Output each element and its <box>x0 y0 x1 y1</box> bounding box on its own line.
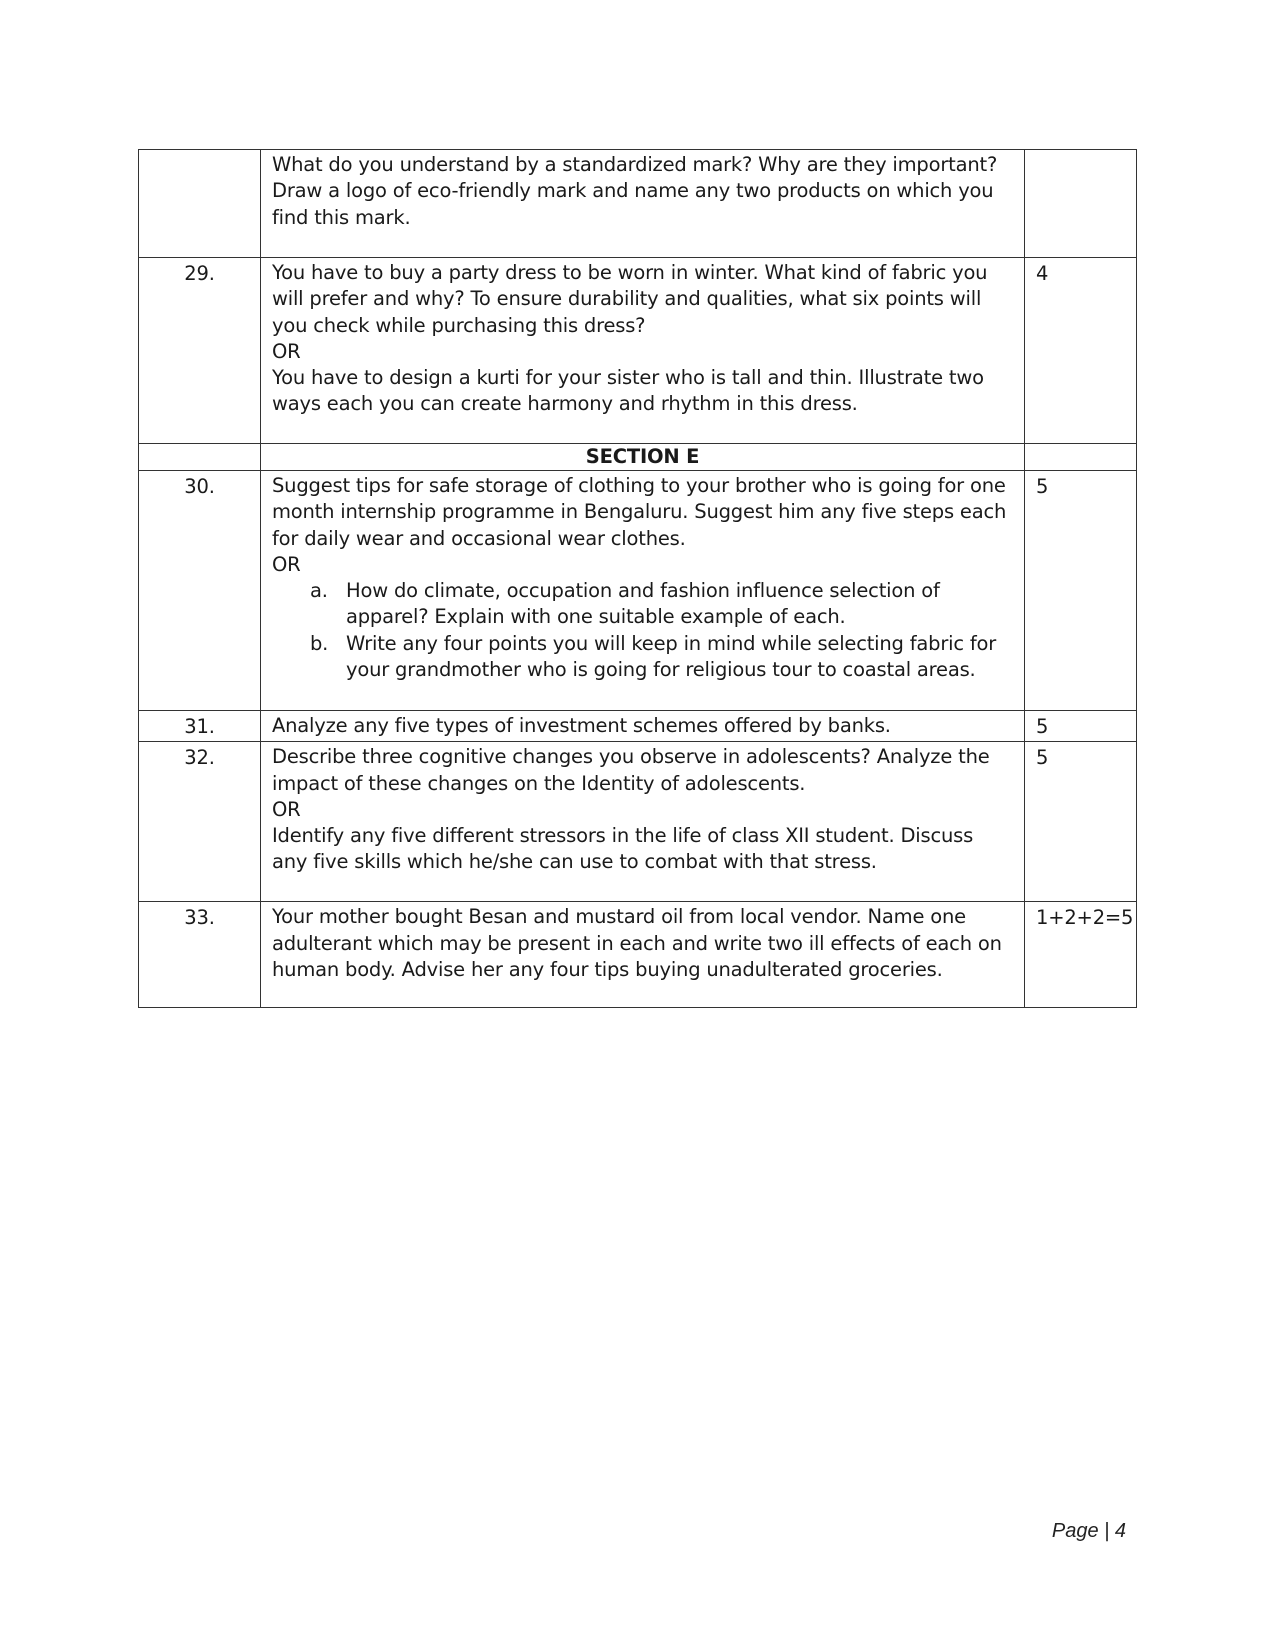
option-item <box>272 631 1014 684</box>
question-text <box>261 711 1025 742</box>
or-separator: OR <box>272 552 301 576</box>
question-marks: 5 <box>1025 471 1137 711</box>
question-line: Suggest tips for safe storage of clothing to your brother who is going for one month internship programme in Bengaluru. Suggest him any five steps each for daily wear and occasional wear clothes. <box>272 474 1007 550</box>
question-line: What do you understand by a standardized mark? Why are they important? Draw a logo of eco-friendly mark and name any two products on which you find this mark. <box>272 153 998 229</box>
option-label: b. <box>310 631 329 655</box>
section-row <box>139 444 1137 471</box>
option-text: Write any four points you will keep in mind while selecting fabric for your grandmother who is going for religious tour to coastal areas. <box>346 631 997 682</box>
question-marks: 1+2+2=5 <box>1025 902 1137 1008</box>
question-table <box>138 149 1137 1008</box>
option-item <box>272 578 1014 631</box>
question-marks: 4 <box>1025 258 1137 444</box>
question-row-29 <box>139 258 1137 444</box>
option-label: a. <box>310 579 328 603</box>
question-row-28-continued <box>139 150 1137 258</box>
question-marks: 5 <box>1025 742 1137 902</box>
question-number: 31. <box>139 711 261 742</box>
question-marks: 5 <box>1025 711 1137 742</box>
question-row-33 <box>139 902 1137 1008</box>
question-row-32 <box>139 742 1137 902</box>
question-text <box>261 742 1025 902</box>
option-text: How do climate, occupation and fashion influence selection of apparel? Explain with one suitable example of each. <box>346 579 940 629</box>
question-line: You have to design a kurti for your sister who is tall and thin. Illustrate two ways each you can create harmony and rhythm in this dress. <box>272 366 984 416</box>
or-separator: OR <box>272 797 301 821</box>
question-text <box>261 471 1025 711</box>
question-row-31 <box>139 711 1137 742</box>
question-line: Your mother bought Besan and mustard oil from local vendor. Name one adulterant which may be present in each and write two ill effects of each on human body. Advise her any four tips buying unadulterated groceries. <box>272 905 1002 981</box>
question-row-30 <box>139 471 1137 711</box>
question-number: 30. <box>139 471 261 711</box>
page-number: Page | 4 <box>1051 1520 1126 1542</box>
question-marks <box>1025 150 1137 258</box>
question-text <box>261 150 1025 258</box>
or-separator: OR <box>272 339 301 363</box>
question-number: 33. <box>139 902 261 1008</box>
question-text <box>261 258 1025 444</box>
question-number <box>139 150 261 258</box>
question-text <box>261 902 1025 1008</box>
question-line: You have to buy a party dress to be worn in winter. What kind of fabric you will prefer and why? To ensure durability and qualities, what six points will you check while purchasing this dress? <box>272 261 988 337</box>
question-line: Describe three cognitive changes you observe in adolescents? Analyze the impact of these changes on the Identity of adolescents. <box>272 745 990 795</box>
question-number: 32. <box>139 742 261 902</box>
question-line: Identify any five different stressors in the life of class XII student. Discuss any five skills which he/she can use to combat with that stress. <box>272 824 974 874</box>
question-line: Analyze any five types of investment schemes offered by banks. <box>272 714 891 737</box>
section-heading: SECTION E <box>261 444 1025 471</box>
question-number: 29. <box>139 258 261 444</box>
